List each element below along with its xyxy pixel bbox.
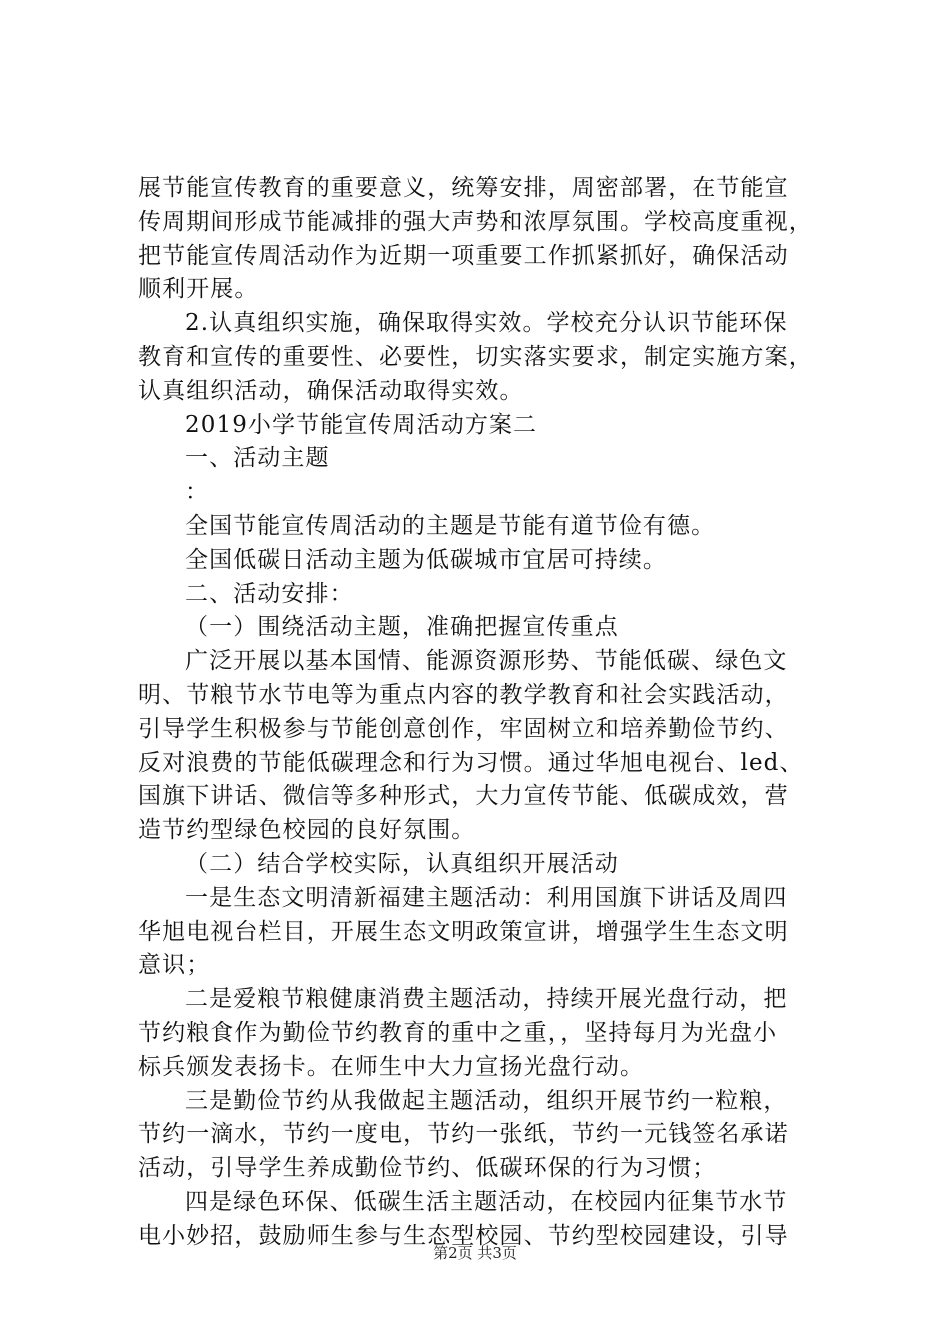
text-line: 全国节能宣传周活动的主题是节能有道节俭有德。 [185,512,716,539]
text-line: 节约一滴水，节约一度电，节约一张纸，节约一元钱签名承诺 [138,1121,789,1148]
text-line: 传周期间形成节能减排的强大声势和浓厚氛围。学校高度重视， [138,208,813,235]
text-line: 二是爱粮节粮健康消费主题活动，持续开展光盘行动，把 [185,986,788,1013]
text-line: 广泛开展以基本国情、能源资源形势、节能低碳、绿色文 [185,648,788,675]
text-line: 明、节粮节水节电等为重点内容的教学教育和社会实践活动， [138,681,789,708]
text-line: 反对浪费的节能低碳理念和行为习惯。通过华旭电视台、led、 [138,749,804,776]
text-line: ： [185,479,210,506]
text-line: 造节约型绿色校园的良好氛围。 [138,817,476,844]
text-line: 节约粮食作为勤俭节约教育的重中之重，，坚持每月为光盘小 [138,1019,778,1046]
text-line: 华旭电视台栏目，开展生态文明政策宣讲，增强学生生态文明 [138,918,789,945]
text-line: 认真组织活动，确保活动取得实效。 [138,377,524,404]
text-line: （一）围绕活动主题，准确把握宣传重点 [185,614,619,641]
text-line: （二）结合学校实际，认真组织开展活动 [185,850,619,877]
text-line: 展节能宣传教育的重要意义，统筹安排，周密部署，在节能宣 [138,175,789,201]
text-line: 一是生态文明清新福建主题活动：利用国旗下讲话及周四 [185,884,788,911]
text-line: 三是勤俭节约从我做起主题活动，组织开展节约一粒粮， [185,1087,788,1114]
page-footer: 第2页 共3页 [433,1244,517,1262]
text-line: 把节能宣传周活动作为近期一项重要工作抓紧抓好，确保活动 [138,242,789,269]
text-line: 2019小学节能宣传周活动方案二 [185,411,538,438]
text-line: 四是绿色环保、低碳生活主题活动，在校园内征集节水节 [185,1188,788,1215]
text-line: 标兵颁发表扬卡。在师生中大力宣扬光盘行动。 [138,1053,645,1080]
text-line: 国旗下讲话、微信等多种形式，大力宣传节能、低碳成效，营 [138,783,789,810]
text-line: 一、活动主题 [185,445,330,472]
body-text [138,172,838,1254]
text-line: 意识； [138,952,211,979]
text-line: 电小妙招，鼓励师生参与生态型校园、节约型校园建设，引导 [138,1222,789,1249]
text-line: 活动，引导学生养成勤俭节约、低碳环保的行为习惯； [138,1155,717,1182]
text-line: 顺利开展。 [138,276,259,303]
text-line: 2.认真组织实施，确保取得实效。学校充分认识节能环保 [185,310,788,337]
text-line: 教育和宣传的重要性、必要性，切实落实要求，制定实施方案， [138,343,813,370]
text-line: 全国低碳日活动主题为低碳城市宜居可持续。 [185,546,667,573]
text-line: 二、活动安排： [185,580,354,607]
text-line: 引导学生积极参与节能创意创作，牢固树立和培养勤俭节约、 [138,715,789,742]
